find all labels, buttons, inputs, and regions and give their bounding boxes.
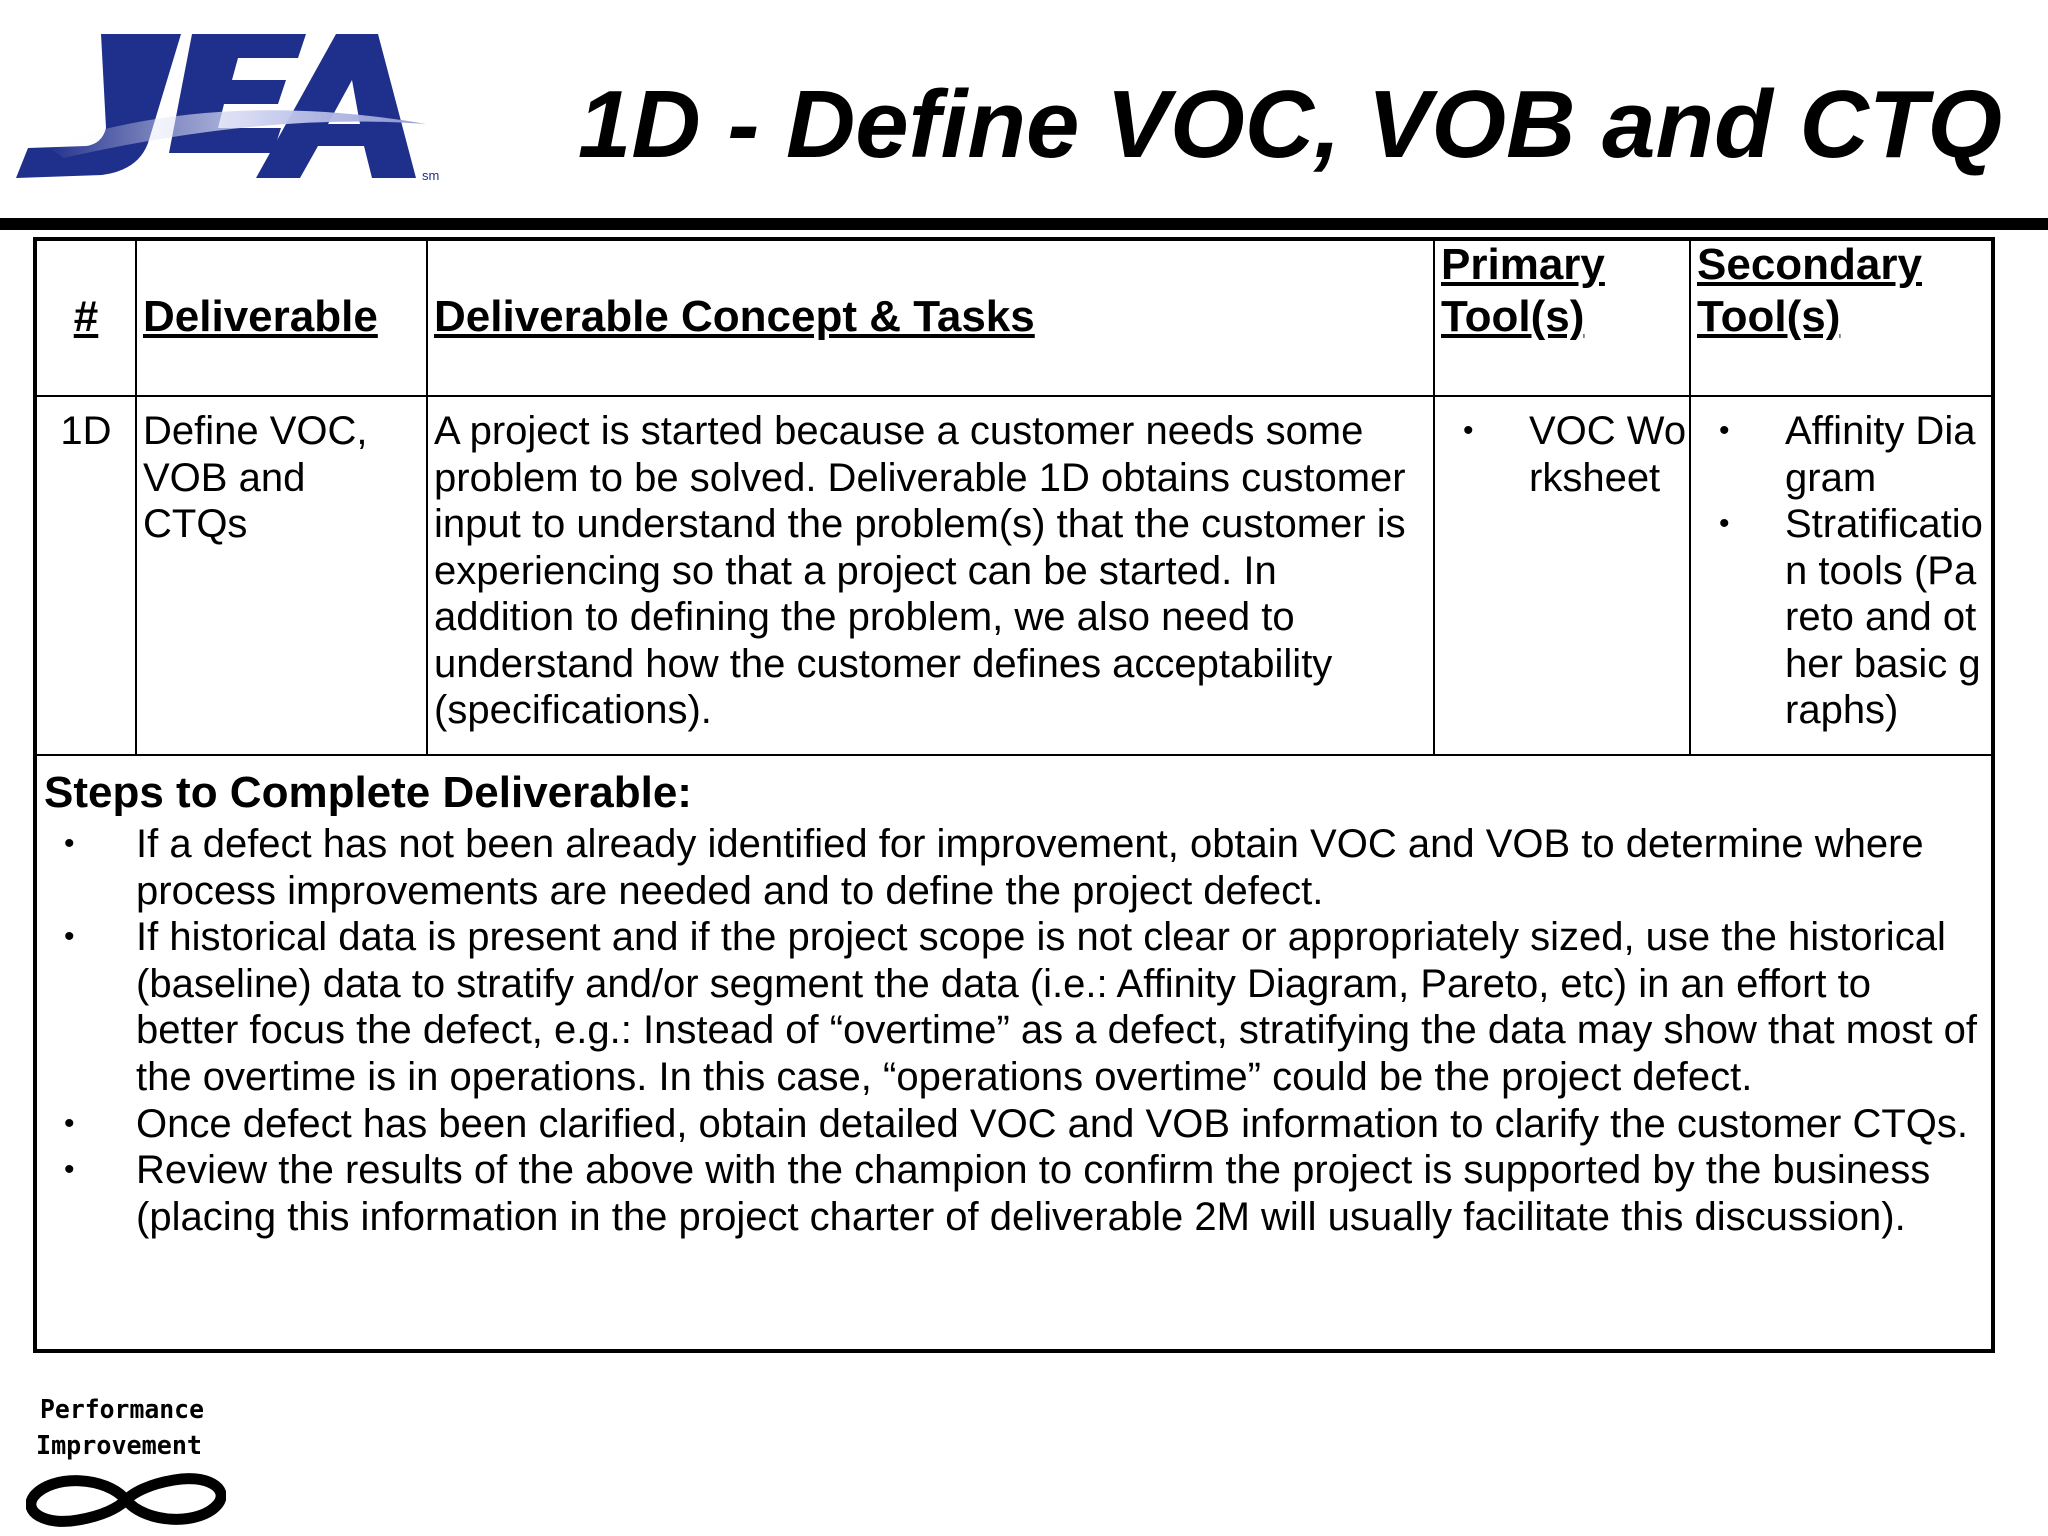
secondary-tools-list <box>1693 408 1985 734</box>
table-divider <box>1433 241 1435 756</box>
deliverable-table <box>37 241 1991 756</box>
row-number: 1D <box>60 409 112 453</box>
header-primary-tools: Primary Tool(s) <box>1441 240 1605 341</box>
table-divider <box>135 241 137 756</box>
performance-improvement-logo <box>26 1388 226 1528</box>
steps-section <box>44 767 1984 1240</box>
deliverable-frame <box>33 237 1995 1353</box>
step-item: • If a defect has not been already identified for improvement, obtain VOC and VOB to determine where process improvements are needed and to define the project defect. <box>44 821 1984 914</box>
step-item: • If historical data is present and if the project scope is not clear or appropriately sized, use the historical (baseline) data to stratify and/or segment the data (i.e.: Affinity Diagram, Pareto, etc) in an effort to better focus the defect, e.g.: Instead of “overtime” as a defect, stratifying the data may show that most of the overtime is in operations. In this case, “operations overtime” could be the project defect. <box>44 914 1984 1100</box>
jea-logo <box>6 28 451 193</box>
table-divider <box>1689 241 1691 756</box>
page-title: 1D - Define VOC, VOB and CTQ <box>577 71 2003 178</box>
table-divider <box>426 241 428 756</box>
title-divider <box>0 218 2048 230</box>
steps-title: Steps to Complete Deliverable: <box>44 768 692 817</box>
infinity-icon <box>31 1479 221 1522</box>
steps-list <box>44 821 1984 1240</box>
step-item: • Review the results of the above with the champion to confirm the project is supported by the business (placing this information in the project charter of deliverable 2M will usually facilitate this discussion). <box>44 1147 1984 1240</box>
table-divider <box>37 754 1991 756</box>
primary-tools-list <box>1437 408 1687 501</box>
row-concept-tasks: A project is started because a customer needs some problem to be solved. Deliverable 1D obtains customer input to understand the problem(s) that the customer is experiencing so that a project can be started. In addition to defining the problem, we also need to understand how the customer defines acceptability (specifications). <box>434 409 1406 732</box>
secondary-tool-item: • Affinity Diagram <box>1693 408 1985 501</box>
row-deliverable: Define VOC, VOB and CTQs <box>143 409 368 546</box>
step-item: • Once defect has been clarified, obtain detailed VOC and VOB information to clarify the customer CTQs. <box>44 1101 1984 1148</box>
primary-tool-item: • VOC Worksheet <box>1437 408 1687 501</box>
secondary-tool-item: • Stratification tools (Pareto and other basic graphs) <box>1693 501 1985 734</box>
table-divider <box>37 395 1991 397</box>
svg-text:sm: sm <box>422 168 440 183</box>
header-secondary-tools: Secondary Tool(s) <box>1697 240 1922 341</box>
svg-text:Performance: Performance <box>40 1395 204 1425</box>
header-deliverable: Deliverable <box>143 292 378 341</box>
svg-text:Improvement: Improvement <box>36 1431 202 1461</box>
header-concept-tasks: Deliverable Concept & Tasks <box>434 292 1035 341</box>
header-number: # <box>73 292 99 341</box>
